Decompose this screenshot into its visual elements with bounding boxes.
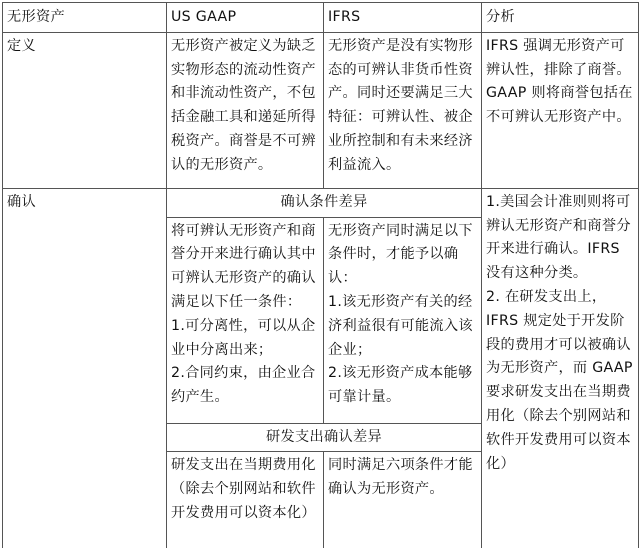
rd-diff-title: 研发支出确认差异 — [167, 423, 482, 452]
definition-row — [3, 32, 639, 188]
recognition-analysis: 1.美国会计准则则将可辨认无形资产和商誉分开来进行确认。IFRS 没有这种分类。 2. 在研发支出上，IFRS 规定处于开发阶段的费用才可以被确认为无形资产，而 GAAP 要求研发支出在当期费用化（除去个别网站和软件开发费用可以资本化） — [482, 188, 639, 548]
header-ifrs: IFRS — [324, 3, 482, 33]
definition-analysis: IFRS 强调无形资产可辨认性，排除了商誉。GAAP 则将商誉包括在不可辨认无形资产中。 — [482, 32, 639, 188]
condition-diff-title: 确认条件差异 — [167, 188, 482, 217]
recognition-condition-title-row — [3, 188, 639, 217]
ifrs-conditions: 无形资产同时满足以下条件时，才能予以确认： 1.该无形资产有关的经济利益很有可能流入该企业； 2.该无形资产成本能够可靠计量。 — [324, 217, 482, 423]
comparison-table — [2, 2, 639, 548]
definition-ifrs: 无形资产是没有实物形态的可辨认非货币性资产。同时还要满足三大特征：可辨认性、被企业所控制和有未来经济利益流入。 — [324, 32, 482, 188]
usgaap-rd: 研发支出在当期费用化（除去个别网站和软件开发费用可以资本化） — [167, 452, 324, 548]
definition-label: 定义 — [3, 32, 167, 188]
header-intangible-assets: 无形资产 — [3, 3, 167, 33]
header-row — [3, 3, 639, 33]
definition-usgaap: 无形资产被定义为缺乏实物形态的流动性资产和非流动性资产，不包括金融工具和递延所得税资产。商誉是不可辨认的无形资产。 — [167, 32, 324, 188]
usgaap-conditions: 将可辨认无形资产和商誉分开来进行确认其中可辨认无形资产的确认满足以下任一条件： 1.可分离性，可以从企业中分离出来； 2.合同约束，由企业合约产生。 — [167, 217, 324, 423]
header-analysis: 分析 — [482, 3, 639, 33]
ifrs-rd: 同时满足六项条件才能确认为无形资产。 — [324, 452, 482, 548]
header-us-gaap: US GAAP — [167, 3, 324, 33]
recognition-label: 确认 — [3, 188, 167, 548]
